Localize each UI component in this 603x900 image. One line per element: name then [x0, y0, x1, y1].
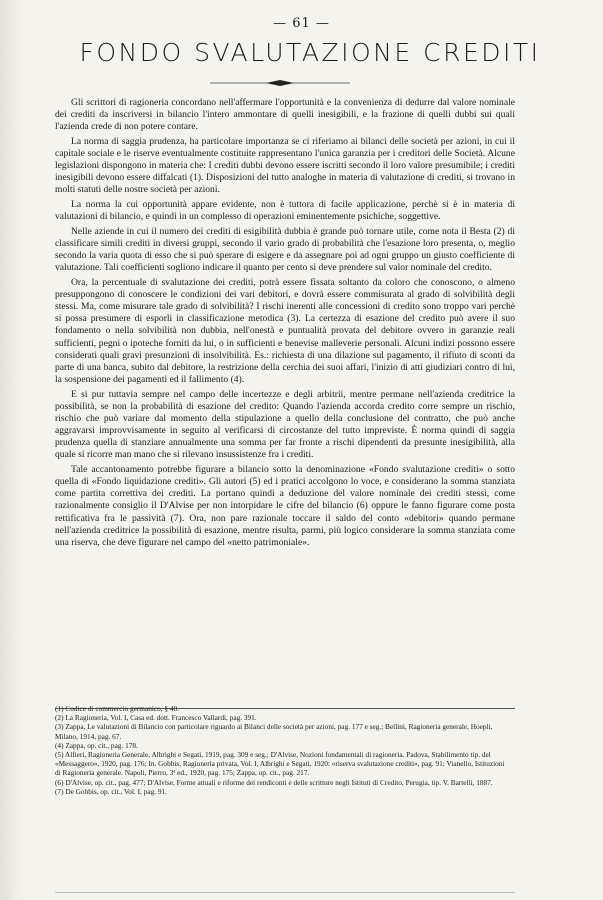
footnotes — [55, 704, 510, 796]
article-body — [55, 97, 515, 551]
edge-scan-marks: · · · · · · · · · · · · · · · · · · · · · · · · · · · · · · · · — [3, 50, 5, 862]
chapter-title: FONDO SVALUTAZIONE CREDITI — [79, 38, 541, 67]
footnote: (7) De Gobbis, op. cit., Vol. I, pag. 91. — [55, 786, 168, 796]
footnote: (4) Zappa, op. cit., pag. 178. — [55, 740, 138, 750]
paragraph: Gli scrittori di ragioneria concordano nell'affermare l'opportunità e la convenienza di dedurre dal valore nominale dei crediti da inscriversi in bilancio l'intero ammontare di quelli inesigibili, e la frazione di quelli dubbi sui quali l'azienda crede di non potere contare. — [55, 97, 515, 133]
bottom-edge-line — [55, 892, 515, 893]
paragraph: La norma di saggia prudenza, ha particolare importanza se ci riferiamo ai bilanci delle società per azioni, in cui il capitale sociale e le riserve eventualmente costituite rappresentano l'unica garanzia per i creditori delle Società. Alcune legislazioni dispongono in materia che: I crediti dubbi devono essere iscritti secondo il loro valore presumibile; i crediti inesigibili devono essere diffalcati (1). Disposizioni del tutto analoghe in materia di valutazione di crediti, si trovano in molti statuti delle nostre società per azioni. — [55, 135, 515, 196]
footnote: (5) Alfieri, Ragioneria Generale, Albrighi e Segati, 1919, pag. 309 e seg.; D'Alvise, Nozioni fondamentali di ragioneria. Padova, Stabilimento tip. del «Messaggero», 1920, pag. 176; In. Gobbis, Ragioneria privata, Vol. I, Albrighi e Segati, 1920: «riserva svalutazione crediti», pag. 91; Vianello, Istituzioni di Ragioneria generale. Napoli, Pierro, 3ª ed., 1920, pag. 175; Zappa, op. cit., pag. 217. — [55, 750, 505, 778]
footnote: (2) La Ragioneria, Vol. I, Casa ed. dott. Francesco Vallardi, pag. 391. — [55, 713, 257, 723]
footnote: (3) Zappa, Le valutazioni di Bilancio con particolare riguardo ai Bilanci delle società per azioni, pag. 177 e seg.; Bellini, Ragioneria generale, Hoepli, Milano, 1914, pag. 67. — [55, 722, 493, 741]
page-number: — 61 — — [273, 16, 330, 31]
paragraph: E si pur tuttavia sempre nel campo delle incertezze e degli arbitrii, mentre permane nell'azienda creditrice la possibilità, se non la probabilità di esazione del credito: Quando l'azienda accorda credito corre sempre un rischio, rischio che può variare dal momento della stipulazione a quello della conclusione del contratto, che può anche aggravarsi improvvisamente in seguito al verificarsi di circostanze del tutto impreviste. È norma quindi di saggia prudenza quella di stanziare annualmente una somma per far fronte a rischi dipendenti da presunte inesigibilità, alla quale si ricorre man mano che si rilevano insussistenze fra i crediti. — [55, 388, 515, 461]
title-ornament-rule — [210, 79, 350, 87]
paragraph: Tale accantonamento potrebbe figurare a bilancio sotto la denominazione «Fondo svalutazione crediti» o sotto quella di «Fondo liquidazione crediti». Gli autori (5) ed i pratici accolgono lo voce, e considerano la somma stanziata come partita correttiva dei crediti. La portano quindi a deduzione del valore nominale dei crediti stessi, come razionalmente consiglio il D'Alvise per non intorpidare le cifre del bilancio (6) oppure le fanno figurare come posta rettificativa fra le passività (7). Ora, non pare razionale toccare il saldo del conto «debitori» quando permane nell'azienda creditrice la possibilità di esazione, mentre risulta, parmi, più logico considerare la somma stanziata come una riserva, che deve figurare nel campo del «netto patrimoniale». — [55, 463, 515, 548]
paragraph: Nelle aziende in cui il numero dei crediti di esigibilità dubbia è grande può tornare utile, come nota il Besta (2) di classificare simili crediti in diversi gruppi, secondo il vario grado di probabilità che l'esazione loro presenta, o, meglio secondo la varia quota di esso che si può sperare di esigere e da assegnare poi ad ogni gruppo un giusto coefficiente di valutazione. Tali coefficienti sogliono indicare il quanto per cento si deve prendere sul valor nominale del credito. — [55, 225, 515, 274]
paragraph: Ora, la percentuale di svalutazione dei crediti, potrà essere fissata soltanto da coloro che conoscono, o almeno presuppongono di conoscere le condizioni dei vari debitori, e dovrà essere commisurata al grado di solvibilità degli stessi. Ma, come misurare tale grado di solvibilità? I rischi inerenti alle concessioni di credito sono troppo vari perchè si possa presumere di esporli in classificazione metodica (3). La certezza di esazione del credito può avere il suo fondamento o nella solvibilità non dubbia, nell'onestà e puntualità provata del debitore ovvero in garanzie reali sufficienti, pegni o ipoteche forniti da lui, o in sufficienti e benevise malleverie personali. Alcuni indizi possono essere considerati quali gravi presunzioni di insolvibilità. Es.: richiesta di una dilazione sul pagamento, il rifiuto di sconti da parte di una banca, subito dal debitore, la restrizione della cerchia dei suoi affari, l'inizio di atti giudiziari contro di lui, la sospensione dei pagamenti ed il fallimento (4). — [55, 276, 515, 385]
footnote: (6) D'Alvise, op. cit., pag. 477; D'Alvise, Forme attuali e riforme dei rendiconti e delle scritture negli Istituti di Credito, Perugia, tip. V. Bartelli, 1887. — [55, 777, 493, 787]
footnote: (1) Codice di commercio germanico, § 40. — [55, 704, 180, 713]
paragraph: La norma la cui opportunità appare evidente, non è tuttora di facile applicazione, perchè si è in materia di valutazioni di bilancio, e quindi in un complesso di operazioni eminentemente psichiche, soggettive. — [55, 199, 515, 223]
